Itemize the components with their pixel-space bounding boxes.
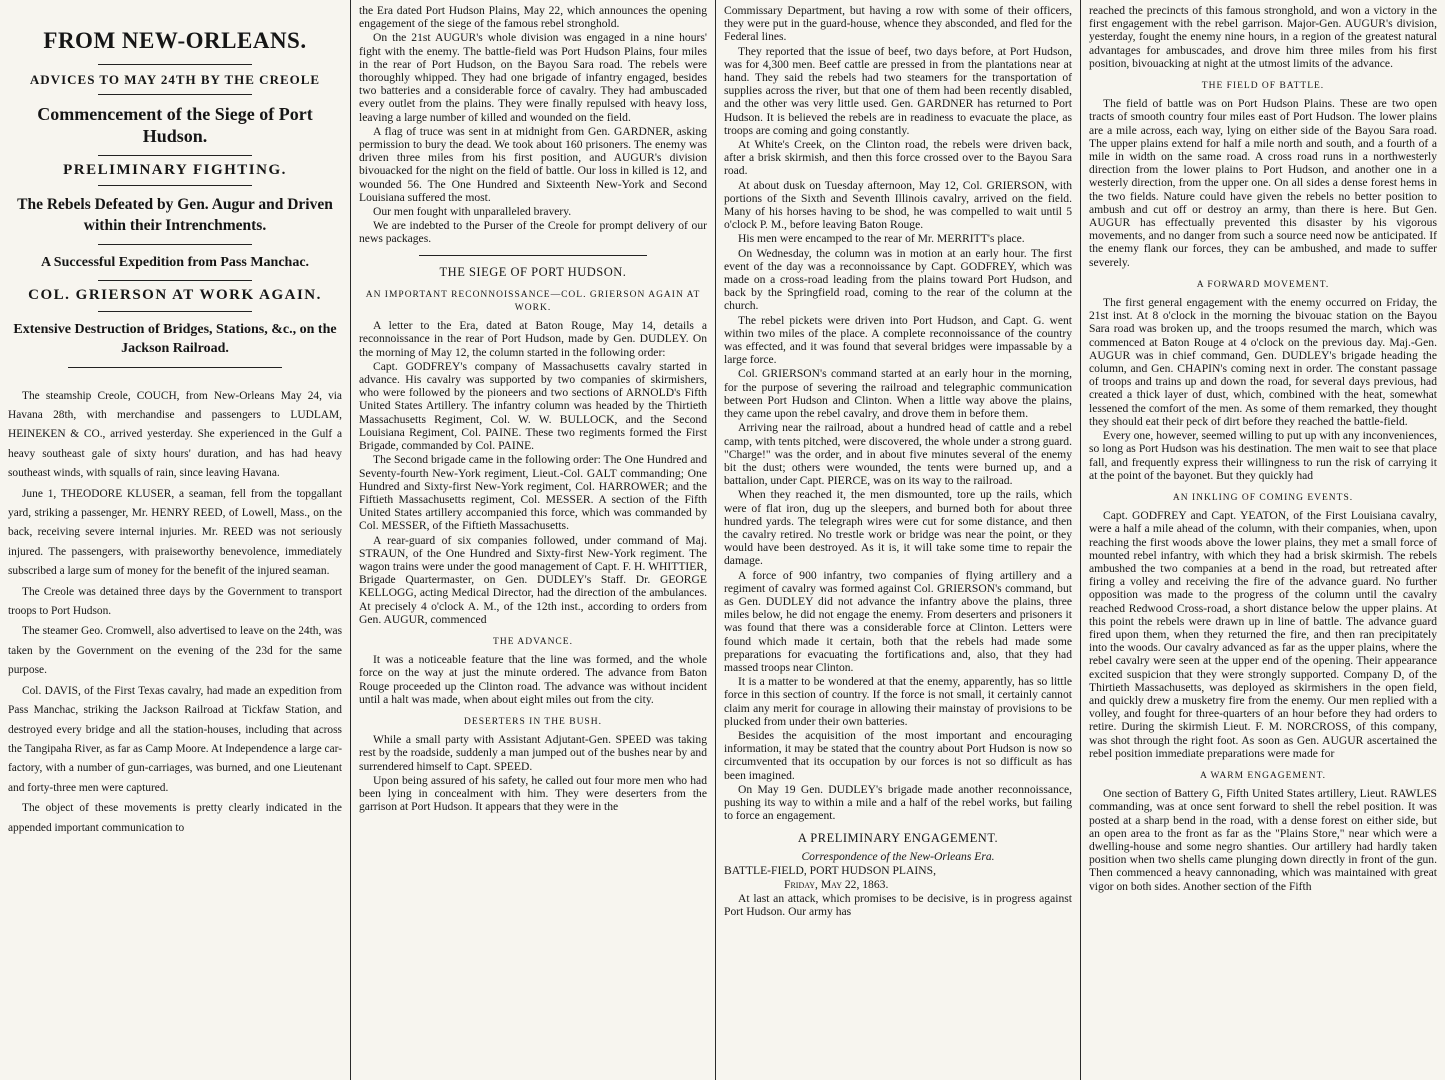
article-paragraph: Col. GRIERSON's command started at an early hour in the morning, for the purpose of severing the railroad and telegraphic communication between Port Hudson and Clinton. When a little way above the plains, they came upon the rebel cavalry, and drove them in before them. [724, 367, 1072, 421]
dateline-date: Friday, May 22, 1863. [784, 878, 889, 891]
article-paragraph: The Second brigade came in the following order: The One Hundred and Seventy-fourth New-York regiment, Lieut.-Col. GALT commanding; One Hundred and Sixty-first New-York regiment, Col. HARROWER; and the Fiftieth Massachusetts regiment, Col. MESSER. A section of the Fifth United States artillery accompanied this force, which was commanded by Col. MESSER, of the Fiftieth Massachusetts. [359, 453, 707, 533]
article-paragraph: Arriving near the railroad, about a hundred head of cattle and a rebel camp, with tents pitched, were discovered, the whole under a strong guard. "Charge!" was the order, and in about five minutes several of the enemy bit the dust; others were wounded, the tents were burned up, and a battalion, under Capt. PIERCE, was on its way to the railroad. [724, 421, 1072, 488]
article-paragraph: Col. DAVIS, of the First Texas cavalry, had made an expedition from Pass Manchac, striking the Jackson Railroad at Tickfaw Station, and destroyed every bridge and all the station-houses, including that across the Tangipaha River, as far as Camp Moore. At Independence a large car-factory, with a number of gun-carriages, was burned, and one Lieutenant and forty-three men were captured. [8, 684, 342, 794]
section-heading: A PRELIMINARY ENGAGEMENT. [797, 831, 999, 846]
headline-expedition: A Successful Expedition from Pass Manchac. [40, 255, 310, 271]
column-3 [715, 0, 1080, 1080]
article-paragraph: June 1, THEODORE KLUSER, a seaman, fell from the topgallant yard, striking a passenger, Mr. HENRY REED, of Lowell, Mass., on the back, receiving severe internal injuries. Mr. REED was not seriously injured. The passengers, with praiseworthy benevolence, immediately subscribed a large sum of money for the benefit of the injured seaman. [8, 487, 342, 578]
section-heading: THE FIELD OF BATTLE. [1201, 81, 1325, 92]
divider [98, 280, 252, 281]
headline-grierson: COL. GRIERSON AT WORK AGAIN. [28, 287, 322, 304]
article-paragraph: At White's Creek, on the Clinton road, the rebels were driven back, after a brisk skirmish, and then this force crossed over to the Bayou Sara road. [724, 138, 1072, 178]
headline-main: FROM NEW-ORLEANS. [43, 28, 307, 53]
article-paragraph: Capt. GODFREY's company of Massachusetts cavalry started in advance. His cavalry was supported by two companies of skirmishers, who were followed by the pioneers and two sections of ARNOLD's Fifth United States Artillery. The infantry column was headed by the Thirtieth Massachusetts Regiment, Col. W. W. BULLOCK, and the Second Louisiana Regiment, Col. PAINE. These two regiments formed the First Brigade, commanded by Col. PAINE. [359, 359, 707, 453]
divider [98, 94, 252, 95]
article-paragraph: One section of Battery G, Fifth United States artillery, Lieut. RAWLES commanding, was at once sent forward to shell the rebel position. It was posted at a sharp bend in the road, with a dense forest on either side, but an open area to the front as far as the "Plains Store," near which were a dwelling-house and some negro shanties. Our artillery had hardly taken position when two shells came plunging down directly in front of the gun. Then commenced a heavy cannonading, which was maintained with great vigor on both sides. Another section of the Fifth [1089, 787, 1437, 893]
article-paragraph: Besides the acquisition of the most important and encouraging information, it may be stated that the country about Port Hudson is now so circumvented that its occupation by our forces is not so difficult as has been imagined. [724, 728, 1072, 782]
article-paragraph: The steamer Geo. Cromwell, also advertised to leave on the 24th, was taken by the Government on the evening of the 23d for the same purpose. [8, 625, 342, 677]
article-paragraph: The Creole was detained three days by the Government to transport troops to Port Hudson. [8, 585, 342, 618]
headline-advices: ADVICES TO MAY 24TH BY THE CREOLE [29, 72, 321, 87]
article-paragraph: Upon being assured of his safety, he called out four more men who had been lying in concealment with him. They were deserters from the garrison at Port Hudson. It appears that they were in the [359, 773, 707, 814]
divider [98, 185, 252, 186]
article-paragraph: On the 21st AUGUR's whole division was engaged in a nine hours' fight with the enemy. The battle-field was Port Hudson Plains, four miles in the rear of Port Hudson, on the Bayou Sara road. The rebels were thoroughly whipped. They had one brigade of infantry engaged, besides two batteries and a considerable force of cavalry. They had ambuscaded every outlet from the plains. They were finally repulsed with heavy loss, leaving a large number of killed and wounded on the field. [359, 31, 707, 124]
divider [419, 255, 647, 256]
article-paragraph: The rebel pickets were driven into Port Hudson, and Capt. G. went within two miles of the place. A complete reconnoissance of the country was effected, and it was found that several bridges were impassable by a large force. [724, 313, 1072, 367]
article-paragraph: A letter to the Era, dated at Baton Rouge, May 14, details a reconnoissance in the rear of Port Hudson, made by Gen. DUDLEY. On the morning of May 12, the column started in the following order: [359, 319, 707, 359]
dateline-place: BATTLE-FIELD, PORT HUDSON PLAINS, [724, 863, 936, 877]
divider [98, 155, 252, 156]
section-heading: AN INKLING OF COMING EVENTS. [1172, 492, 1354, 503]
divider [98, 311, 252, 312]
headline-preliminary: PRELIMINARY FIGHTING. [63, 162, 287, 179]
article-paragraph: The object of these movements is pretty clearly indicated in the appended important communication to [8, 802, 342, 834]
section-heading: THE SIEGE OF PORT HUDSON. [439, 264, 627, 279]
article-paragraph: It is a matter to be wondered at that the enemy, apparently, has so little force in this section of country. If the force is not small, it certainly cannot claim any merit for courage in allowing their mainstay of provisions to be plucked from under their own batteries. [724, 675, 1072, 728]
section-heading: DESERTERS IN THE BUSH. [464, 716, 602, 727]
article-paragraph: reached the precincts of this famous stronghold, and won a victory in the first engagement with the rebel garrison. Major-Gen. AUGUR's division, yesterday, fought the enemy nine hours, in a region of the greatest natural advantages for ambuscades, and drove him three miles from his first position, bivouacking at night at the utmost limits of the advance. [1089, 4, 1437, 70]
divider [98, 244, 252, 245]
column-1 [0, 0, 350, 1080]
article-paragraph: His men were encamped to the rear of Mr. MERRITT's place. [738, 232, 1025, 246]
article-paragraph: A rear-guard of six companies followed, under command of Maj. STRAUN, of the One Hundred and Sixty-first New-York regiment. The wagon trains were under the good management of Capt. F. H. WHITTIER, Brigade Quartermaster, on Gen. DUDLEY's Staff. Dr. GEORGE KELLOGG, acting Medical Director, had the direction of the ambulances. At precisely 4 o'clock A. M., of the 12th inst., according to orders from Gen. AUGUR, commenced [359, 533, 707, 626]
divider [98, 64, 252, 65]
headline-siege: Commencement of the Siege of Port Hudson. [37, 104, 313, 147]
divider [68, 367, 282, 368]
column-2 [350, 0, 715, 1080]
article-paragraph: At last an attack, which promises to be decisive, is in progress against Port Hudson. Our army has [724, 892, 1072, 919]
article-paragraph: Our men fought with unparalleled bravery. [373, 205, 572, 219]
article-paragraph: It was a noticeable feature that the line was formed, and the whole force on the way at just the minute ordered. The advance from Baton Rouge proceeded up the Clinton road. The advance was without incident until a halt was made, when about eight miles out from the city. [359, 653, 707, 706]
article-paragraph: On May 19 Gen. DUDLEY's brigade made another reconnoissance, pushing its way to within a mile and a half of the rebel works, but failing to force an engagement. [724, 782, 1072, 823]
section-heading: A WARM ENGAGEMENT. [1199, 770, 1327, 781]
headline-destruction: Extensive Destruction of Bridges, Stations, &c., on the Jackson Railroad. [13, 321, 337, 356]
article-paragraph: When they reached it, the men dismounted, tore up the rails, which were of flat iron, dug up the sleepers, and burned both for about three hundred yards. The telegraph wires were cut for some distance, and then the cavalry retired. No trestle work or bridge was near the point, or they would have been destroyed. As it is, it will take some time to repair the damage. [724, 488, 1072, 568]
article-paragraph: Every one, however, seemed willing to put up with any inconveniences, so long as Port Hudson was his destination. The men wait to see that place fall, and frequently express their willingness to run the risk of carrying it at the point of the bayonet. But they quickly had [1089, 429, 1437, 482]
article-paragraph: On Wednesday, the column was in motion at an early hour. The first event of the day was a reconnoissance by Capt. GODFREY, which was made on a cross-road leading from the plains toward Port Hudson, and back by the Springfield road, coming to the rear of the column at the church. [724, 246, 1072, 313]
article-paragraph: The field of battle was on Port Hudson Plains. These are two open tracts of smooth country four miles east of Port Hudson. The lower plains are a mile across, each way, lying on either side of the Bayou Sara road. The upper plains extend for half a mile north and south, and a fourth of a mile in width on the same road. A cross road runs in a northwesterly direction from the lower plains to Port Hudson, and another one in a westerly direction, from the upper one. On all sides a dense forest hems in the two fields. Nature could have given the rebels no better position to ambush and cut off or destroy an army, than there is here. But Gen. AUGUR has effectually prevented this disaster by his vigorous movements, and no danger from such a source need now be anticipated. If the enemy flank our forces, they can be ambushed, and made to suffer severely. [1089, 97, 1437, 269]
article-paragraph: While a small party with Assistant Adjutant-Gen. SPEED was taking rest by the roadside, suddenly a man jumped out of the bushes near by and surrendered himself to Capt. SPEED. [359, 733, 707, 773]
correspondence-line: Correspondence of the New-Orleans Era. [801, 849, 995, 863]
article-paragraph: A force of 900 infantry, two companies of flying artillery and a regiment of cavalry was formed against Col. GRIERSON's command, but as Gen. DUDLEY did not advance the infantry above the plains, three miles below, he did not engage the enemy. From deserters and prisoners it was found that there was a considerable force at Clinton. Letters were found which made it certain, both that the rebels had made some preparations for evacuating the fortifications and, also, that they had massed troops near Clinton. [724, 568, 1072, 674]
article-paragraph: the Era dated Port Hudson Plains, May 22, which announces the opening engagement of the siege of the famous rebel stronghold. [359, 4, 707, 31]
article-paragraph: The steamship Creole, COUCH, from New-Orleans May 24, via Havana 28th, with merchandise and passengers to LUDLAM, HEINEKEN & CO., arrived yesterday. She experienced in the Gulf a heavy southeast gale of sixty hours' duration, and has had heavy southeast winds, with squalls of rain, since leaving Havana. [8, 389, 342, 480]
article-paragraph: Capt. GODFREY and Capt. YEATON, of the First Louisiana cavalry, were a half a mile ahead of the column, with their companies, when, upon reaching the first woods above the lower plains, they met a small force of mounted rebel infantry, with which they had a brisk skirmish. The rebels ambushed the two companies at a bend in the road, but retreated after firing a volley and receiving the fire of the advance guard. No further opposition was made to the progress of the column until the cavalry reached Redwood Cross-road, a short distance below the upper plains. At this point the rebels were drawn up in line of battle. The advance guard fired upon them, when they returned the fire, and then ran precipitately into the woods. Our cavalry advanced as far as the upper plains, where the rebel cavalry were seen at the upper end of the opening. Their appearance excited suspicion that they were strongly supported. Company D, of the Thirtieth Massachusetts, was deployed as skirmishers in the open field, and quickly drew a musketry fire from the enemy. Our men replied with a volley, and fought for three-quarters of an hour before they had orders to retire. During the skirmish Lieut. F. M. NORCROSS, of this company, was shot through the right foot. As soon as Gen. AUGUR ascertained the rebel position immediate preparations were made for [1089, 509, 1437, 760]
article-paragraph: The first general engagement with the enemy occurred on Friday, the 21st inst. At 8 o'clock in the morning the bivouac station on the Bayou Sara road was broken up, and the troops resumed the march, which was commenced at Baton Rouge at 4 o'clock on the previous day. Maj.-Gen. AUGUR was in chief command, Gen. DUDLEY's brigade heading the column, and Gen. CHAPIN's coming next in order. The constant passage of troops and trains up and down the road, for several days previous, had created a thick layer of dust, which, combined with the heat, somewhat lessened the comfort of the men. As some of them remarked, they thought they should eat their peck of dirt before they reached the battle-field. [1089, 296, 1437, 428]
section-subheading: AN IMPORTANT RECONNOISSANCE—COL. GRIERSON AGAIN AT WORK. [365, 289, 701, 314]
article-paragraph: They reported that the issue of beef, two days before, at Port Hudson, was for 4,300 men. Beef cattle are pressed in from the plantations near at hand. They said the rebels had two steamers for the transportation of supplies across the river, but that one of them had been recently disabled, and the other was very little used. Gen. GARDNER has returned to Port Hudson. It is believed the rebels are in readiness to evacuate the place, as troops are coming and going constantly. [724, 44, 1072, 137]
column-4 [1080, 0, 1445, 1080]
article-paragraph: We are indebted to the Purser of the Creole for prompt delivery of our news packages. [359, 219, 707, 246]
article-paragraph: At about dusk on Tuesday afternoon, May 12, Col. GRIERSON, with portions of the Sixth and Seventh Illinois cavalry, arrived on the field. Many of his horses having to be shod, he was compelled to wait until 5 o'clock P. M., before leaving Baton Rouge. [724, 178, 1072, 232]
headline-rebels-defeated: The Rebels Defeated by Gen. Augur and Driven within their Intrenchments. [17, 196, 333, 235]
section-heading: THE ADVANCE. [493, 636, 573, 647]
article-paragraph: A flag of truce was sent in at midnight from Gen. GARDNER, asking permission to bury the dead. We took about 160 prisoners. The enemy was driven three miles from his first position, and AUGUR's division bivouacked for the night on the field of battle. Our loss in killed is 12, and wounded 56. The One Hundred and Sixteenth New-York and Second Louisiana suffered the most. [359, 124, 707, 204]
article-paragraph: Commissary Department, but having a row with some of their officers, they were put in the guard-house, whence they absconded, and fled for the Federal lines. [724, 4, 1072, 44]
section-heading: A FORWARD MOVEMENT. [1196, 279, 1330, 290]
